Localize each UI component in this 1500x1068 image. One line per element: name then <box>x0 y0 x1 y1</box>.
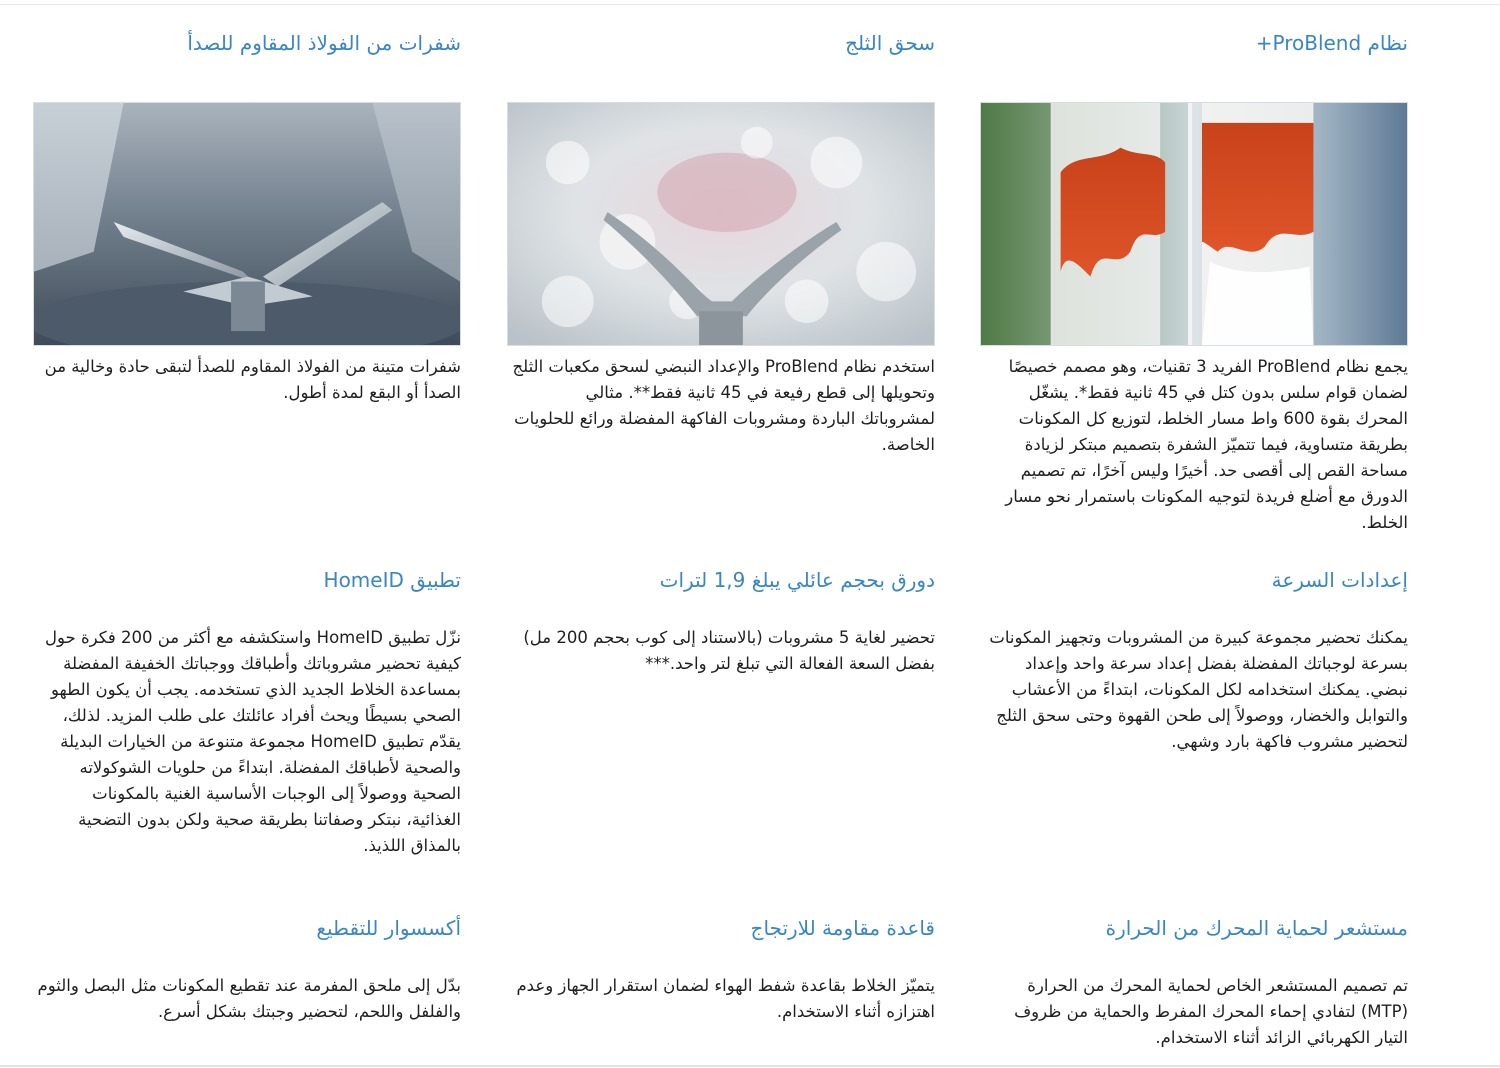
feature-description: بدّل إلى ملحق المفرمة عند تقطيع المكونات مثل البصل والثوم والفلفل واللحم، لتحضير وجبتك بشكل أسرع. <box>37 976 461 1021</box>
steel-blade-photo <box>33 102 461 346</box>
feature-title: نظام ProBlend+ <box>1255 31 1408 55</box>
feature-motor-protection <box>980 913 1408 1051</box>
feature-description: تحضير لغاية 5 مشروبات (بالاستناد إلى كوب بحجم 200 مل) بفضل السعة الفعالة التي تبلغ لتر واحد.*** <box>523 628 935 673</box>
feature-title: إعدادات السرعة <box>1271 568 1408 592</box>
feature-title: سحق الثلج <box>845 31 935 55</box>
feature-description: تم تصميم المستشعر الخاص لحماية المحرك من الحرارة (MTP) لتفادي إحماء المحرك المفرط والحماية من ظروف التيار الكهربائي الزائد أثناء الاستخدام. <box>1014 976 1408 1047</box>
feature-description: استخدم نظام ProBlend والإعداد النبضي لسحق مكعبات الثلج وتحويلها إلى قطع رفيعة في 45 ثانية فقط**. مثالي لمشروباتك الباردة ومشروبات الفاكهة المفضلة ورائع للحلويات الخاصة. <box>512 357 935 454</box>
feature-description: نزّل تطبيق HomeID واستكشفه مع أكثر من 200 فكرة حول كيفية تحضير مشروباتك وأطباقك ووجباتك الخفيفة المفضلة بمساعدة الخلاط الجديد الذي تستخدمه. يجب أن يكون الطهو الصحي بسيطًا ويحث أفراد عائلتك على طلب المزيد. لذلك، يقدّم تطبيق HomeID مجموعة متنوعة من الخيارات البديلة والصحية لأطباقك المفضلة. ابتداءً من حلويات الشوكولاته الصحية ووصولاً إلى الوجبات الأساسية الغنية بالمكونات الغذائية، نبتكر وصفاتنا بطريقة صحية ولكن بدون التضحية بالمذاق اللذيذ. <box>45 628 461 855</box>
feature-description: شفرات متينة من الفولاذ المقاوم للصدأ لتبقى حادة وخالية من الصدأ أو البقع لمدة أطول. <box>44 357 461 402</box>
feature-chopper-accessory <box>33 913 461 1025</box>
feature-title: تطبيق HomeID <box>323 568 461 592</box>
feature-problend <box>980 28 1408 536</box>
feature-description: يتميّز الخلاط بقاعدة شفط الهواء لضمان استقرار الجهاز وعدم اهتزازه أثناء الاستخدام. <box>516 976 935 1021</box>
feature-description: يمكنك تحضير مجموعة كبيرة من المشروبات وتجهيز المكونات بسرعة لوجباتك المفضلة بفضل إعداد سرعة واحد وإعداد نبضي. يمكنك استخدامه لكل المكونات، ابتداءً من الأعشاب والتوابل والخضار، ووصولاً إلى طحن القهوة وحتى سحق الثلج لتحضير مشروب فاكهة بارد وشهي. <box>989 628 1408 751</box>
feature-title: أكسسوار للتقطيع <box>316 916 461 940</box>
feature-title: قاعدة مقاومة للارتجاج <box>750 916 935 940</box>
feature-description: يجمع نظام ProBlend الفريد 3 تقنيات، وهو مصمم خصيصًا لضمان قوام سلس بدون كتل في 45 ثانية فقط*. يشغّل المحرك بقوة 600 واط مسار الخلط، لتوزيع كل المكونات بطريقة متساوية، فيما تتميّز الشفرة بتصميم مبتكر لزيادة مساحة القص إلى أقصى حد. أخيرًا وليس آخرًا، تم تصميم الدورق مع أضلع فريدة لتوجيه المكونات باستمرار نحو مسار الخلط. <box>1005 357 1408 532</box>
feature-speed-settings <box>980 565 1408 755</box>
feature-anti-vibration-base <box>507 913 935 1025</box>
feature-blades <box>33 28 461 406</box>
feature-homeid-app <box>33 565 461 867</box>
top-divider <box>0 4 1500 5</box>
feature-family-jar <box>507 565 935 677</box>
feature-title: دورق بحجم عائلي يبلغ 1,9 لترات <box>659 568 935 592</box>
feature-ice-crush <box>507 28 935 458</box>
crushed-ice-photo <box>507 102 935 346</box>
feature-title: مستشعر لحماية المحرك من الحرارة <box>1105 916 1408 940</box>
dual-blend-comparison-photo <box>980 102 1408 346</box>
bottom-divider <box>0 1065 1500 1067</box>
feature-title: شفرات من الفولاذ المقاوم للصدأ <box>187 31 461 55</box>
